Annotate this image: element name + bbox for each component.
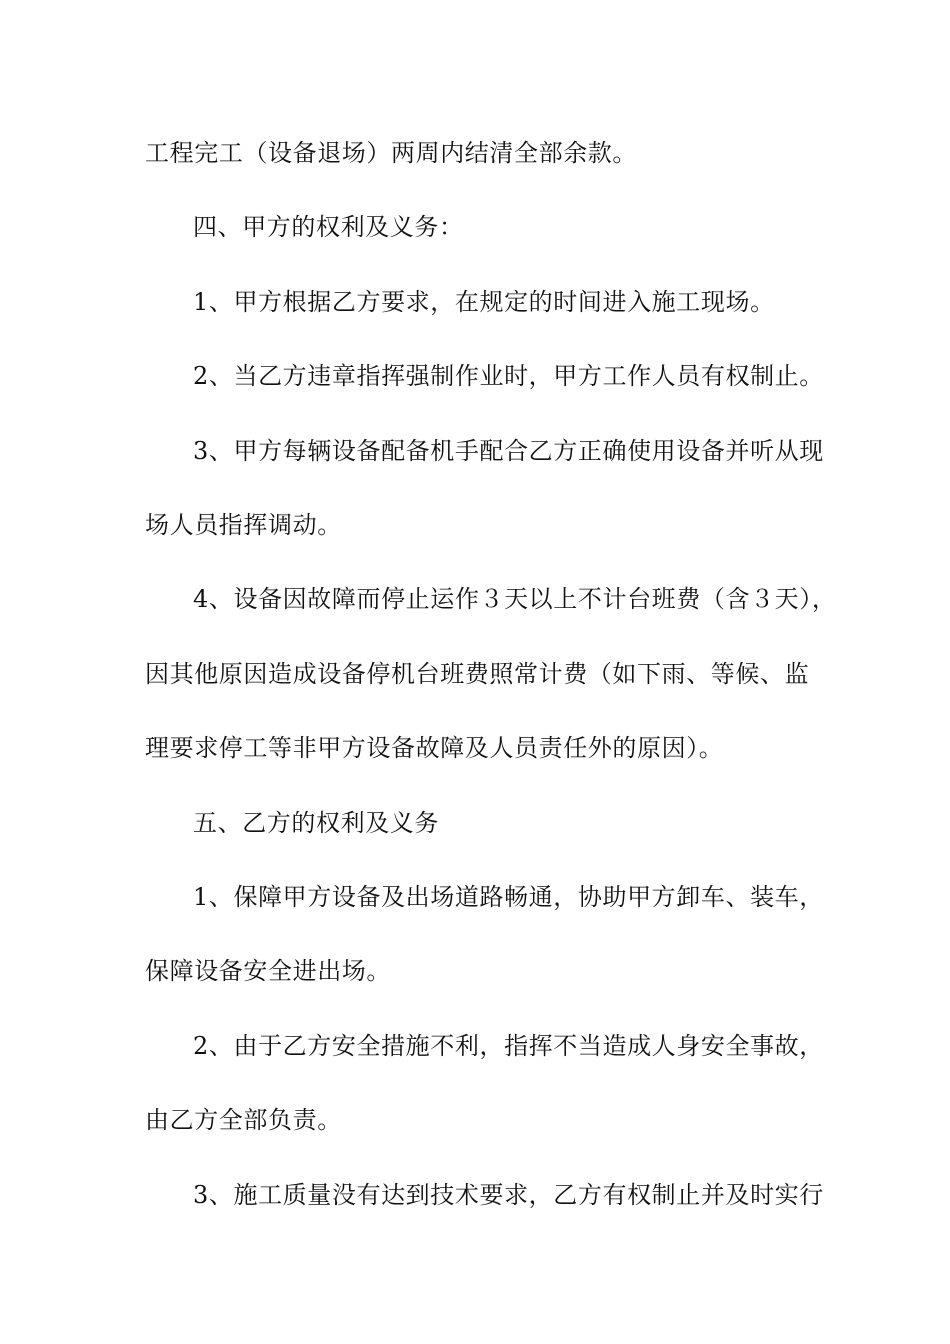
text-line: 2、当乙方违章指挥强制作业时，甲方工作人员有权制止。 [193,362,824,390]
text-line: 3、施工质量没有达到技术要求，乙方有权制止并及时实行 [193,1181,824,1209]
text-line: 因其他原因造成设备停机台班费照常计费（如下雨、等候、监 [145,660,810,688]
text-line: 2、由于乙方安全措施不利，指挥不当造成人身安全事故， [193,1032,824,1060]
section-heading-party-b: 五、乙方的权利及义务 [193,809,439,837]
text-line: 3、甲方每辆设备配备机手配合乙方正确使用设备并听从现 [193,437,824,465]
text-line: 1、保障甲方设备及出场道路畅通，协助甲方卸车、装车， [193,883,824,911]
text-line: 由乙方全部负责。 [145,1106,342,1134]
text-line: 工程完工（设备退场）两周内结清全部余款。 [145,139,637,167]
text-line: 理要求停工等非甲方设备故障及人员责任外的原因）。 [145,734,724,762]
text-line: 保障设备安全进出场。 [145,957,391,985]
text-line: 4、设备因故障而停止运作３天以上不计台班费（含３天）， [193,585,837,613]
section-heading-party-a: 四、甲方的权利及义务： [193,213,464,241]
text-line: 1、甲方根据乙方要求，在规定的时间进入施工现场。 [193,288,775,316]
text-line: 场人员指挥调动。 [145,511,342,539]
